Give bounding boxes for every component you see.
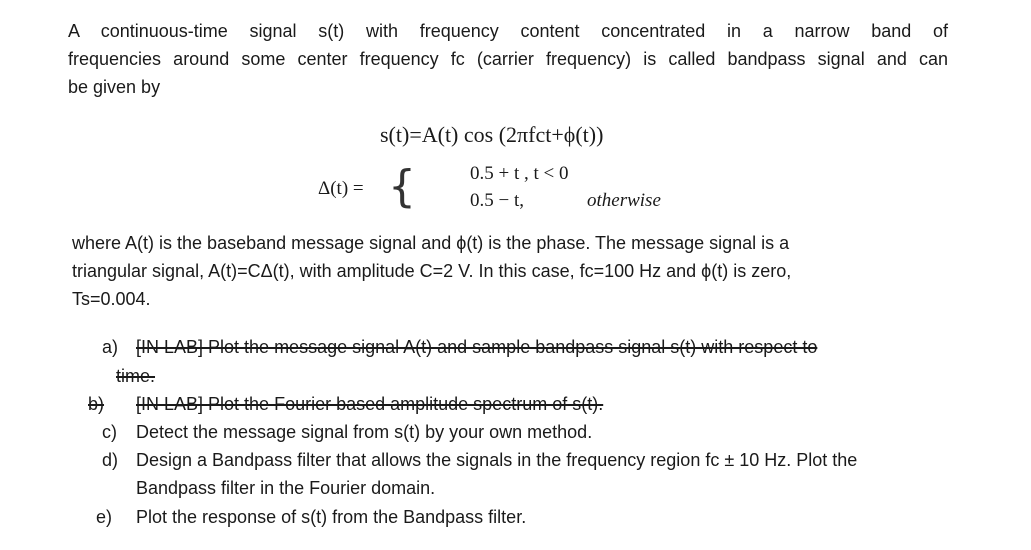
- piecewise-brace: {: [388, 161, 416, 212]
- piecewise-case-2-condition: otherwise: [587, 190, 661, 211]
- piecewise-case-1: 0.5 + t , t < 0: [470, 163, 569, 184]
- description-line-2: triangular signal, A(t)=CΔ(t), with amplitude C=2 V. In this case, fc=100 Hz and ϕ(t) is zero,: [72, 261, 792, 281]
- task-e-label: e): [96, 507, 113, 527]
- description-line-3: Ts=0.004.: [72, 289, 151, 309]
- task-c-label: c): [102, 422, 117, 442]
- task-b: [88, 392, 603, 416]
- intro-line-2: frequencies around some center frequency fc (carrier frequency) is called bandpass signal and can: [68, 49, 948, 69]
- task-b-label: b): [88, 394, 105, 414]
- task-a-label: a): [102, 337, 119, 357]
- task-d: [102, 448, 857, 472]
- triangle-equation-lhs: Δ(t) =: [318, 178, 364, 199]
- task-e-text: Plot the response of s(t) from the Bandpass filter.: [136, 507, 527, 527]
- task-d-continued: [136, 476, 435, 500]
- task-a-continued: [116, 364, 155, 388]
- task-c: [102, 420, 592, 444]
- task-c-text: Detect the message signal from s(t) by your own method.: [136, 422, 593, 442]
- task-e: [96, 505, 526, 529]
- intro-line-3: be given by: [68, 77, 161, 97]
- task-a-text: [IN LAB] Plot the message signal A(t) and sample bandpass signal s(t) with respect to: [136, 337, 818, 357]
- task-b-text: [IN LAB] Plot the Fourier based amplitude spectrum of s(t).: [136, 394, 604, 414]
- task-d-text: Design a Bandpass filter that allows the signals in the frequency region fc ± 10 Hz. Plot the: [136, 450, 858, 470]
- intro-line-1: A continuous-time signal s(t) with frequency content concentrated in a narrow band of: [68, 21, 948, 41]
- description-paragraph: [72, 229, 952, 313]
- task-d-text-2: Bandpass filter in the Fourier domain.: [136, 478, 436, 498]
- description-line-1: where A(t) is the baseband message signal and ϕ(t) is the phase. The message signal is a: [72, 233, 790, 253]
- bandpass-equation: s(t)=A(t) cos (2πfct+ϕ(t)): [380, 122, 604, 147]
- task-d-label: d): [102, 450, 119, 470]
- piecewise-case-2: 0.5 − t,: [470, 190, 524, 211]
- task-a: [102, 335, 817, 359]
- intro-paragraph: [68, 17, 948, 101]
- task-a-text-2: time.: [116, 366, 156, 386]
